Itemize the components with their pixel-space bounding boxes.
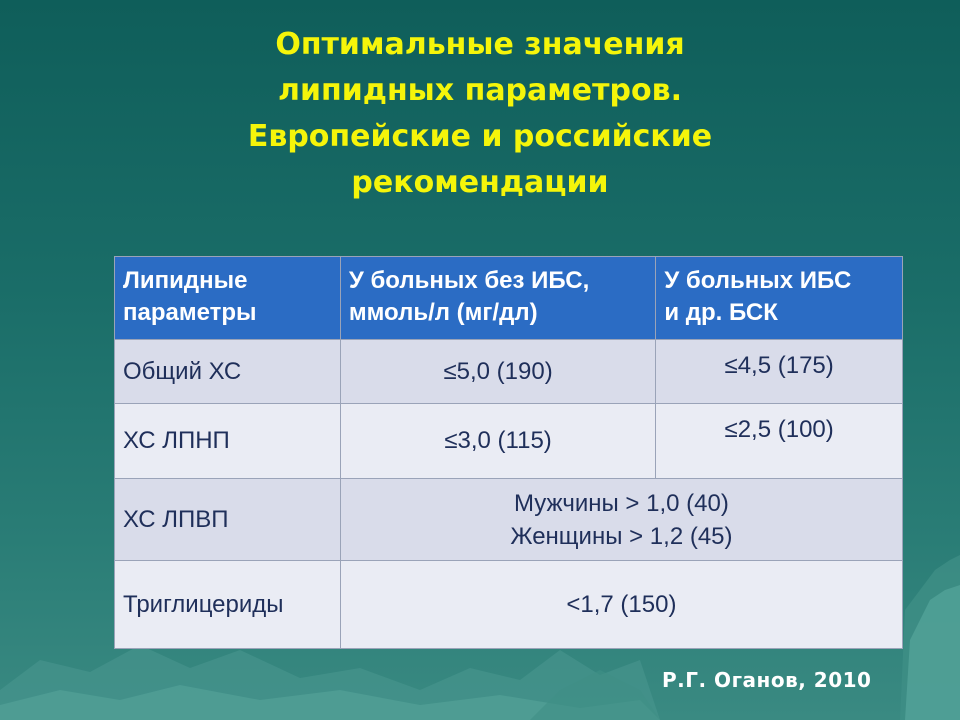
value-no-ibs: ≤3,0 (115)	[340, 404, 655, 479]
header-line: Липидные	[123, 267, 248, 294]
lipid-table	[114, 256, 903, 649]
row-label: Общий ХС	[115, 340, 341, 404]
header-line: У больных ИБС	[664, 267, 852, 294]
row-label: ХС ЛПНП	[115, 404, 341, 479]
title-line: липидных параметров.	[277, 73, 683, 108]
header-ibs	[656, 257, 903, 340]
header-line: и др. БСК	[664, 299, 778, 326]
value-ibs: ≤4,5 (175)	[656, 340, 903, 404]
title-line: рекомендации	[351, 165, 609, 200]
value-ibs: ≤2,5 (100)	[656, 404, 903, 479]
value-no-ibs: ≤5,0 (190)	[340, 340, 655, 404]
value-line: Женщины > 1,2 (45)	[510, 522, 733, 550]
row-label: Триглицериды	[115, 561, 341, 649]
value-shared	[340, 479, 902, 561]
table-row	[115, 340, 903, 404]
header-parameters	[115, 257, 341, 340]
title-line: Оптимальные значения	[275, 27, 685, 62]
slide-title	[180, 22, 780, 206]
header-line: ммоль/л (мг/дл)	[348, 299, 538, 326]
table-row	[115, 404, 903, 479]
author-credit: Р.Г. Оганов, 2010	[662, 668, 872, 692]
header-line: параметры	[123, 299, 257, 326]
table-header-row	[115, 257, 903, 340]
header-line: У больных без ИБС,	[348, 267, 590, 294]
value-line: Мужчины > 1,0 (40)	[514, 489, 729, 517]
header-no-ibs	[340, 257, 655, 340]
table-row	[115, 479, 903, 561]
value-shared: <1,7 (150)	[340, 561, 902, 649]
table-row	[115, 561, 903, 649]
row-label: ХС ЛПВП	[115, 479, 341, 561]
title-line: Европейские и российские	[247, 119, 713, 154]
